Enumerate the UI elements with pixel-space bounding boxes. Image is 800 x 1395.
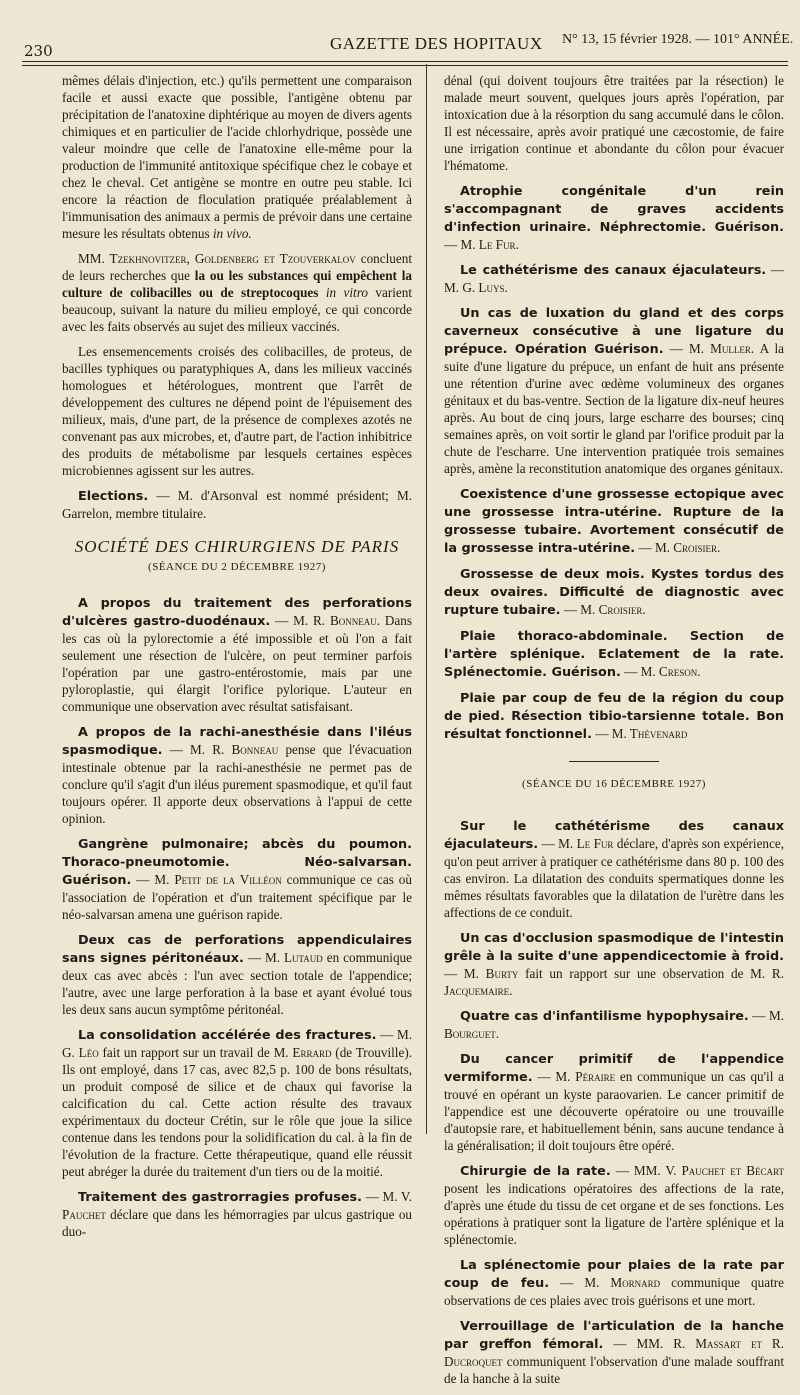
- article: Un cas de luxation du gland et des corps caverneux consécutive à une ligature du prépuce. Opération Guérison. — M. Muller. A la suite d'une ligature du prépuce, un enfant de huit ans présente une rétention d'urine avec œdème volumineux des organes génitaux et du bas-ventre. Section de la ligature dix-neuf heures après. Au bout de cinq jours, large escharre des bourses; cinq semaines après, on voit sortir le gland par l'orifice produit par la chute de l'escharre. Une intervention pratiquée trois semaines après, amène la reconstitution anatomique des organes génitaux.: [444, 306, 785, 476]
- left-column: [62, 72, 412, 1248]
- article-heading: Sur le cathétérisme des canaux éjaculateurs.: [444, 819, 784, 852]
- paragraph: Les ensemencements croisés des colibacilles, de proteus, de bacilles typhiques ou paratyphiques A, dans les milieux vaccinés homologues et hétérologues, montrent que l'arrêt de développement des cultures ne dépend point de l'épuisement des milieux, mais, d'une part, de la présence de complexes azotés ne convenant pas aux microbes, et, d'autre part, de l'action inhibitrice des produits de métabolisme par lesquels certaines espèces microbiennes agissent sur les autres.: [62, 344, 412, 478]
- article: A propos de la rachi-anesthésie dans l'iléus spasmodique. — M. R. Bonneau pense que l'évacuation intestinale obtenue par la rachi-anesthésie ne permet pas de conclure qu'il s'agit d'un iléus purement spasmodique, et qu'il faut toujours opérer. Il apporte deux observations à l'appui de cette opinion.: [62, 725, 413, 826]
- article-heading: Quatre cas d'infantilisme hypophysaire.: [460, 1009, 749, 1024]
- article: Quatre cas d'infantilisme hypophysaire. — M. Bourguet.: [444, 1008, 784, 1041]
- paragraph: Elections. — M. d'Arsonval est nommé président; M. Garrelon, membre titulaire.: [62, 488, 412, 521]
- article-heading: Chirurgie de la rate.: [460, 1164, 611, 1179]
- article-heading: Atrophie congénitale d'un rein s'accompagnant de graves accidents d'infection urinaire. Néphrectomie. Guérison.: [444, 184, 784, 235]
- article: La splénectomie pour plaies de la rate par coup de feu. — M. Mornard communique quatre observations de ces plaies avec trois guérisons et une mort.: [444, 1258, 784, 1308]
- article-heading: Deux cas de perforations appendiculaires sans signes péritonéaux.: [62, 933, 412, 966]
- paragraph: dénal (qui doivent toujours être traitées par la résection) le malade meurt souvent, quelques jours après l'opération, par intoxication due à la résorption du sang accumulé dans le côlon. Il est nécessaire, après avoir pratiqué une cæcostomie, de faire une irrigation continue et abondante du côlon pour évacuer l'hématome.: [444, 73, 784, 173]
- authors: MM. Tzekhnovitzer, Goldenberg et Tzouverkalov: [78, 251, 356, 266]
- issue-info: N° 13, 15 février 1928. — 101° ANNÉE.: [562, 32, 794, 47]
- article-heading: Verrouillage de l'articulation de la hanche par greffon fémoral.: [444, 1319, 784, 1352]
- page-header: [0, 30, 800, 60]
- article: Verrouillage de l'articulation de la hanche par greffon fémoral. — MM. R. Massart et R. Ducroquet communiquent l'observation d'une malade souffrant de la hanche à la suite: [444, 1319, 785, 1386]
- article: Le cathétérisme des canaux éjaculateurs. — M. G. Luys.: [444, 262, 784, 295]
- society-title: SOCIÉTÉ DES CHIRURGIENS DE PARIS: [74, 537, 400, 556]
- article-heading: A propos du traitement des perforations d'ulcères gastro-duodénaux.: [62, 596, 412, 629]
- header-rule-2: [22, 65, 788, 66]
- article: Plaie thoraco-abdominale. Section de l'artère splénique. Eclatement de la rate. Splénectomie. Guérison. — M. Creson.: [444, 629, 784, 680]
- article: Gangrène pulmonaire; abcès du poumon. Thoraco-pneumotomie. Néo-salvarsan. Guérison. — M. Petit de la Villéon communique ce cas où l'association de l'opération et d'un traitement spécifique par le néo-salvarsan amena une guérison rapide.: [62, 837, 412, 922]
- article-heading: Gangrène pulmonaire; abcès du poumon. Thoraco-pneumotomie. Néo-salvarsan. Guérison.: [62, 837, 412, 888]
- article-heading: Du cancer primitif de l'appendice vermiforme.: [444, 1052, 784, 1085]
- paragraph: MM. Tzekhnovitzer, Goldenberg et Tzouverkalov concluent de leurs recherches que la ou les substances qui empêchent la culture de colibacilles ou de streptocoques in vitro varient beaucoup, suivant la nature du milieu employé, ce qui concorde avec les faits observés au sujet des milieux vaccinés.: [62, 251, 413, 334]
- article-heading: Plaie thoraco-abdominale. Section de l'artère splénique. Eclatement de la rate. Splénectomie. Guérison.: [444, 629, 784, 680]
- journal-title: GAZETTE DES HOPITAUX: [330, 34, 543, 53]
- article: A propos du traitement des perforations d'ulcères gastro-duodénaux. — M. R. Bonneau. Dans les cas où la pylorectomie a été impossible et où l'on a fait seulement une résection de l'ulcère, on peut terminer parfois l'opération par une gastro-entérostomie, mais par une pyloroplastie, qui élargit l'orifice pylorique. L'auteur en communique une observation avec résultat satisfaisant.: [62, 596, 412, 714]
- header-rule: [22, 61, 788, 62]
- article: Coexistence d'une grossesse ectopique avec une grossesse intra-utérine. Rupture de la grossesse tubaire. Avortement consécutif de la grossesse intra-utérine. — M. Croisier.: [444, 487, 784, 556]
- article-heading: Plaie par coup de feu de la région du coup de pied. Résection tibio-tarsienne totale. Bon résultat fonctionnel.: [444, 691, 784, 742]
- column-divider: [426, 64, 427, 1134]
- article: Atrophie congénitale d'un rein s'accompagnant de graves accidents d'infection urinaire. Néphrectomie. Guérison. — M. Le Fur.: [444, 184, 784, 252]
- article: Un cas d'occlusion spasmodique de l'intestin grêle à la suite d'une appendicectomie à froid. — M. Burty fait un rapport sur une observation de M. R. Jacquemaire.: [444, 931, 785, 998]
- article-heading: Grossesse de deux mois. Kystes tordus des deux ovaires. Difficulté de diagnostic avec rupture tubaire.: [444, 567, 784, 618]
- section-heading: Elections.: [78, 489, 149, 504]
- article-heading: Le cathétérisme des canaux éjaculateurs.: [460, 263, 767, 278]
- article: Chirurgie de la rate. — MM. V. Pauchet et Bécart posent les indications opératoires des affections de la rate, d'après une étude du tissu de cet organe et de ses fonctions. Les opérations à pratiquer sont la ligature de l'artère splénique et la splénectomie.: [444, 1163, 784, 1247]
- article-heading: Un cas de luxation du gland et des corps caverneux consécutive à une ligature du prépuce. Opération Guérison.: [444, 306, 784, 357]
- article: Du cancer primitif de l'appendice vermiforme. — M. Péraire en communique un cas qu'il a trouvé en opérant un kyste paraovarien. Le cancer primitif de l'appendice est une découverte opératoire ou une trouvaille d'autopsie rare, et habituellement bénin, sans aucune tendance à la généralisation; il doit toujours être opéré.: [444, 1052, 785, 1153]
- article: Traitement des gastrorragies profuses. — M. V. Pauchet déclare que dans les hémorragies par ulcus gastrique ou duo-: [62, 1189, 413, 1239]
- article-heading: La splénectomie pour plaies de la rate par coup de feu.: [444, 1258, 784, 1291]
- article-heading: A propos de la rachi-anesthésie dans l'iléus spasmodique.: [62, 725, 412, 758]
- seance-date: (SÉANCE DU 16 DÉCEMBRE 1927): [522, 778, 706, 790]
- seance-date: (SÉANCE DU 2 DÉCEMBRE 1927): [148, 561, 326, 573]
- article: La consolidation accélérée des fractures. — M. G. Léo fait un rapport sur un travail de M. Errard (de Trouville). Ils ont employé, dans 17 cas, avec 82,5 p. 100 de bons résultats, un produit composé de silice et de chaux qui favorise la calcification du cal. Cette action résulte des travaux expérimentaux du docteur Crétin, sur le rôle que joue la silice contenue dans les tendons pour la solidification du cal. à la fin de l'évolution de la fracture. Cette thérapeutique, quand elle réussit peut abréger la durée du traitement d'un tiers ou de la moitié.: [62, 1027, 413, 1179]
- article-heading: La consolidation accélérée des fractures.: [78, 1028, 377, 1043]
- article: Plaie par coup de feu de la région du coup de pied. Résection tibio-tarsienne totale. Bon résultat fonctionnel. — M. Thévenard: [444, 691, 784, 742]
- article-heading: Coexistence d'une grossesse ectopique avec une grossesse intra-utérine. Rupture de la grossesse tubaire. Avortement consécutif de la grossesse intra-utérine.: [444, 487, 784, 556]
- article-heading: Un cas d'occlusion spasmodique de l'intestin grêle à la suite d'une appendicectomie à froid.: [444, 931, 784, 964]
- article: Grossesse de deux mois. Kystes tordus des deux ovaires. Difficulté de diagnostic avec rupture tubaire. — M. Croisier.: [444, 567, 784, 618]
- section-rule: [569, 761, 659, 762]
- page-number: 230: [24, 42, 53, 60]
- article-heading: Traitement des gastrorragies profuses.: [78, 1190, 362, 1205]
- paragraph: mêmes délais d'injection, etc.) qu'ils permettent une comparaison facile et aussi exacte que possible, l'antigène obtenu par précipitation de l'anatoxine diphtérique au moyen de divers agents chimiques et en particulier de l'acide chlorhydrique, possède une valeur moindre que celle de l'anatoxine elle-même pour la production de l'immunité antitoxique spécifique chez le cobaye et chez le cheval. Cet antigène se montre en outre peu stable. Ici encore la réaction de floculation pratiquée préalablement à l'immunisation des animaux a permis de prévoir dans une certaine mesure les résultats obtenus in vivo.: [62, 73, 412, 241]
- article: Deux cas de perforations appendiculaires sans signes péritonéaux. — M. Lutaud en communique deux cas avec abcès : l'un avec section totale de l'appendice; l'autre, avec une large perforation à la base et ayant évolué tous les deux sans aucun symptôme péritonéal.: [62, 933, 412, 1017]
- article: Sur le cathétérisme des canaux éjaculateurs. — M. Le Fur déclare, d'après son expérience, qu'on peut arriver à pratiquer ce cathétérisme dans 80 p. 100 des cas environ. La dilatation des conduits spermatiques donne les mêmes résultats favorables que la dilatation de l'urètre dans les affections de ce conduit.: [444, 819, 785, 920]
- right-column: [444, 72, 784, 1395]
